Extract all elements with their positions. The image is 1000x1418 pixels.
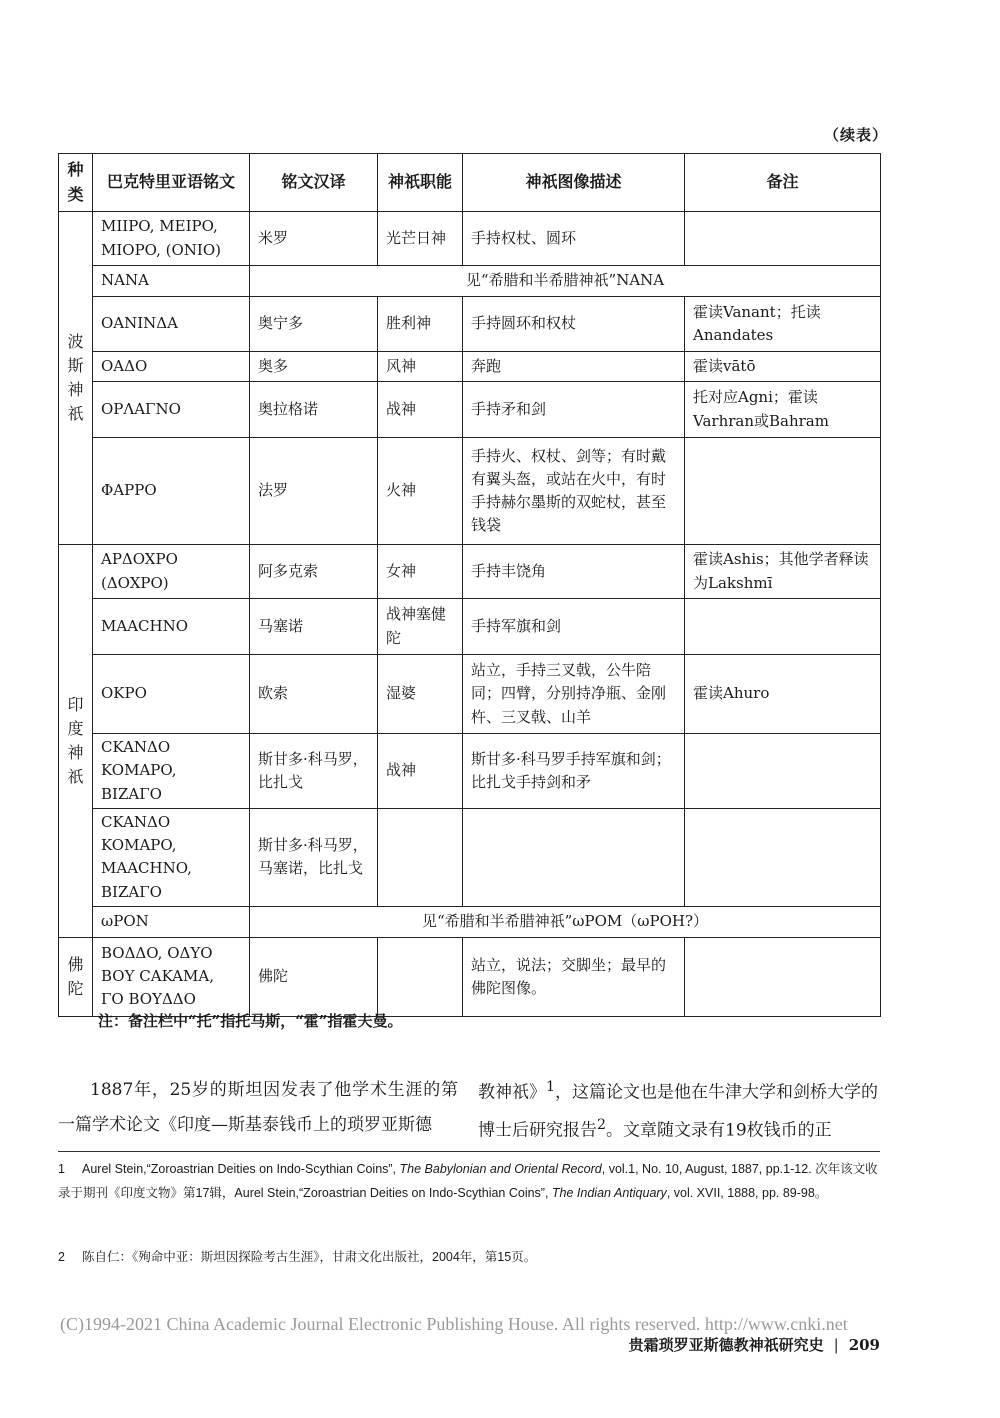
header-function: 神祇职能 xyxy=(378,154,463,212)
cell-description: 手持丰饶角 xyxy=(463,545,685,599)
cell-remark xyxy=(685,937,881,1016)
cell-function: 光芒日神 xyxy=(378,212,463,266)
cell-description: 手持军旗和剑 xyxy=(463,599,685,655)
journal-title: The Babylonian and Oriental Record xyxy=(399,1162,602,1176)
body-text-right-a: 教神祇》 xyxy=(478,1082,546,1103)
cell-merged-note: 见“希腊和半希腊神祇”NANA xyxy=(250,266,881,297)
header-translation: 铭文汉译 xyxy=(250,154,378,212)
footnote-ref-2[interactable]: 2 xyxy=(597,1116,607,1133)
cell-inscription: OANINΔA xyxy=(93,297,250,352)
footnote-ref-1[interactable]: 1 xyxy=(546,1079,556,1095)
table-row xyxy=(59,382,881,438)
table-row xyxy=(59,734,881,809)
cell-remark xyxy=(685,438,881,545)
table-row xyxy=(59,297,881,352)
footnote-2 xyxy=(58,1246,880,1270)
table-header-row xyxy=(59,154,881,212)
footnote-text: Aurel Stein,“Zoroastrian Deities on Indo-Scythian Coins”, xyxy=(82,1162,397,1176)
body-text-right-b: ，这篇论文也是他在牛津大学和剑桥大学的博士后研究报告 xyxy=(478,1082,879,1141)
header-inscription: 巴克特里亚语铭文 xyxy=(93,154,250,212)
cell-description: 手持权杖、圆环 xyxy=(463,212,685,266)
cell-inscription: ωPON xyxy=(93,906,250,937)
cell-remark: 霍读Ahuro xyxy=(685,655,881,734)
header-description: 神祇图像描述 xyxy=(463,154,685,212)
footnote-1 xyxy=(58,1158,880,1206)
cell-function: 战神塞健陀 xyxy=(378,599,463,655)
cell-function: 女神 xyxy=(378,545,463,599)
cell-description: 站立，说法；交脚坐；最早的佛陀图像。 xyxy=(463,937,685,1016)
cell-remark xyxy=(685,808,881,906)
cell-remark: 霍读Vanant；托读Anandates xyxy=(685,297,881,352)
cell-translation: 奥宁多 xyxy=(250,297,378,352)
cell-description: 斯甘多·科马罗手持军旗和剑；比扎戈手持剑和矛 xyxy=(463,734,685,809)
cell-description: 手持火、权杖、剑等；有时戴有翼头盔，或站在火中，有时手持赫尔墨斯的双蛇杖，甚至钱袋 xyxy=(463,438,685,545)
cell-inscription: OKPO xyxy=(93,655,250,734)
cell-description: 手持矛和剑 xyxy=(463,382,685,438)
table-row xyxy=(59,438,881,545)
continued-label: （续表） xyxy=(823,126,888,144)
table-note: 注：备注栏中“托”指托马斯，“霍”指霍夫曼。 xyxy=(98,1012,403,1030)
body-text-right xyxy=(478,1073,878,1148)
cell-inscription: APΔOXPO (ΔOXPO) xyxy=(93,545,250,599)
running-head xyxy=(629,1334,880,1355)
running-separator: | xyxy=(833,1336,839,1354)
cell-function: 火神 xyxy=(378,438,463,545)
cell-translation: 米罗 xyxy=(250,212,378,266)
cell-function: 战神 xyxy=(378,734,463,809)
cell-translation: 法罗 xyxy=(250,438,378,545)
cell-translation: 马塞诺 xyxy=(250,599,378,655)
table-row xyxy=(59,655,881,734)
header-category xyxy=(59,154,93,212)
cell-function xyxy=(378,808,463,906)
cell-description: 奔跑 xyxy=(463,352,685,382)
footnote-text: , vol. XVII, 1888, pp. 89-98。 xyxy=(666,1185,828,1200)
cell-translation: 欧索 xyxy=(250,655,378,734)
cell-description xyxy=(463,808,685,906)
table-row xyxy=(59,937,881,1016)
cell-inscription: OAΔO xyxy=(93,352,250,382)
table-row xyxy=(59,599,881,655)
group-buddha: 佛陀 xyxy=(59,937,93,1016)
table-row xyxy=(59,808,881,906)
header-remark: 备注 xyxy=(685,154,881,212)
cell-inscription: OPΛAΓNO xyxy=(93,382,250,438)
cell-inscription: MIIPO, MEIPO, MIOPO, (ONIO) xyxy=(93,212,250,266)
cell-description: 手持圆环和权杖 xyxy=(463,297,685,352)
footnote-text: , vol.1, No. 10, August, 1887, pp.1-12. 次年该文收录于期刊《印度文物》第17辑，Aurel Stein,“Zoroastrian Deities on Indo-Scythian Coins”, xyxy=(58,1162,878,1200)
cell-remark: 托对应Agni；霍读Varhran或Bahram xyxy=(685,382,881,438)
cell-remark: 霍读Ashis；其他学者释读为Lakshmī xyxy=(685,545,881,599)
journal-title: The Indian Antiquary xyxy=(551,1185,667,1200)
cell-function: 胜利神 xyxy=(378,297,463,352)
group-indian: 印度神祇 xyxy=(59,545,93,938)
cell-function: 风神 xyxy=(378,352,463,382)
page-number: 209 xyxy=(848,1336,880,1354)
cell-remark xyxy=(685,599,881,655)
footnote-number: 2 xyxy=(58,1250,65,1264)
cnki-watermark: (C)1994-2021 China Academic Journal Electronic Publishing House. All rights reserved. http://www.cnki.net xyxy=(60,1314,848,1334)
footnote-text: 陈自仁：《殉命中亚：斯坦因探险考古生涯》，甘肃文化出版社，2004年，第15页。 xyxy=(82,1250,537,1264)
deities-table xyxy=(58,153,881,1017)
body-text-right-c: 。文章随文录有19枚钱币的正 xyxy=(606,1120,832,1141)
cell-description: 站立，手持三叉戟，公牛陪同；四臂，分别持净瓶、金刚杵、三叉戟、山羊 xyxy=(463,655,685,734)
cell-translation: 斯甘多·科马罗，马塞诺，比扎戈 xyxy=(250,808,378,906)
cell-translation: 阿多克索 xyxy=(250,545,378,599)
table-row xyxy=(59,266,881,297)
footnote-number: 1 xyxy=(58,1162,65,1176)
cell-remark xyxy=(685,734,881,809)
cell-inscription: NANA xyxy=(93,266,250,297)
cell-inscription: MAACHNO xyxy=(93,599,250,655)
group-persian: 波斯神祇 xyxy=(59,212,93,545)
cell-remark xyxy=(685,212,881,266)
cell-inscription: CKANΔO KOMAPO, MAACHNO, BIZAΓO xyxy=(93,808,250,906)
cell-function xyxy=(378,937,463,1016)
cell-inscription: BOΔΔO, OΔYO BOY CAKAMA, ΓO BOYΔΔO xyxy=(93,937,250,1016)
body-text-left: 1887年，25岁的斯坦因发表了他学术生涯的第一篇学术论文《印度—斯基泰钱币上的琐罗亚斯德 xyxy=(58,1080,458,1135)
footnote-divider xyxy=(58,1151,880,1152)
cell-translation: 奥多 xyxy=(250,352,378,382)
table-row xyxy=(59,212,881,266)
cell-function: 湿婆 xyxy=(378,655,463,734)
table-row xyxy=(59,545,881,599)
cell-translation: 斯甘多·科马罗，比扎戈 xyxy=(250,734,378,809)
header-category-label: 种类 xyxy=(67,159,84,204)
cell-translation: 佛陀 xyxy=(250,937,378,1016)
cell-remark: 霍读vātō xyxy=(685,352,881,382)
table-row xyxy=(59,906,881,937)
cell-translation: 奥拉格诺 xyxy=(250,382,378,438)
cell-merged-note: 见“希腊和半希腊神祇”ωPOM（ωPOH?） xyxy=(250,906,881,937)
cell-inscription: ΦAPPO xyxy=(93,438,250,545)
cell-function: 战神 xyxy=(378,382,463,438)
cell-inscription: CKANΔO KOMAPO, BIZAΓO xyxy=(93,734,250,809)
table-row xyxy=(59,352,881,382)
running-title: 贵霜琐罗亚斯德教神祇研究史 xyxy=(628,1336,824,1354)
